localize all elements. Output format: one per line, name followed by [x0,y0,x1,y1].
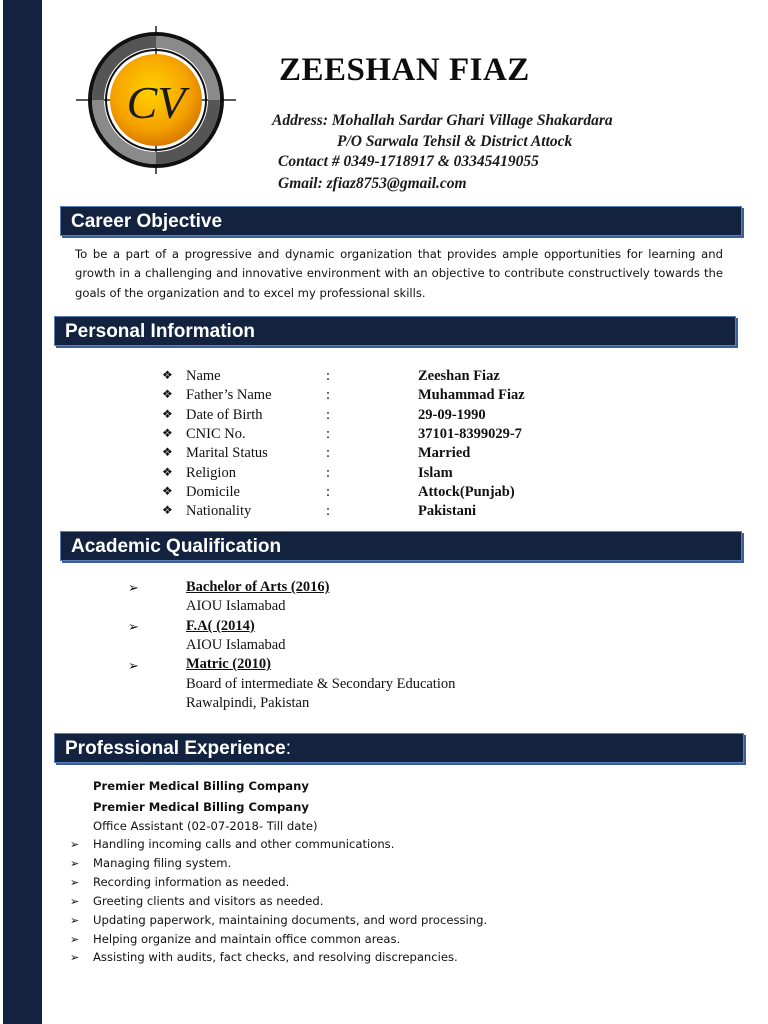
professional-experience-title: Professional Experience [65,738,286,759]
info-value: Married [418,445,471,462]
qualification-institute: AIOU Islamabad [186,637,286,653]
duty-item: Assisting with audits, fact checks, and resolving discrepancies. [93,950,458,965]
duty-arrow-icon: ➢ [70,914,80,927]
duty-arrow-icon: ➢ [70,933,80,946]
diamond-bullet-icon: ❖ [162,425,173,440]
candidate-name: ZEESHAN FIAZ [279,52,530,88]
job-position: Office Assistant (02-07-2018- Till date) [93,819,318,833]
duty-arrow-icon: ➢ [70,839,80,851]
duty-item: Handling incoming calls and other communications. [93,837,395,851]
personal-info-row [162,426,582,445]
personal-information-heading: Personal Information [54,316,736,346]
info-label: Date of Birth [186,406,263,423]
professional-experience-heading [54,733,744,763]
gmail-address: Gmail: zfiaz8753@gmail.com [278,175,467,192]
diamond-bullet-icon: ❖ [162,406,173,421]
diamond-bullet-icon: ❖ [162,445,173,460]
personal-info-row [162,465,582,484]
qualification-institute: Board of intermediate & Secondary Education [186,676,456,692]
heading-colon: : [285,738,291,759]
company-name: Premier Medical Billing Company [93,800,309,814]
personal-info-row [162,407,582,426]
duty-item: Updating paperwork, maintaining documents, and word processing. [93,912,488,927]
info-label: CNIC No. [186,425,246,442]
info-colon: : [326,387,331,404]
diamond-bullet-icon: ❖ [162,503,173,518]
info-colon: : [326,464,331,481]
personal-info-row [162,484,582,503]
info-value: 29-09-1990 [418,406,486,423]
contact-number: Contact # 0349-1718917 & 03345419055 [278,153,539,170]
info-colon: : [326,503,331,520]
info-label: Domicile [186,483,240,500]
personal-info-row [162,387,582,406]
info-label: Father’s Name [186,387,272,404]
duty-item: Helping organize and maintain office common areas. [93,931,401,946]
logo-text: CV [126,77,186,128]
duty-item: Managing filing system. [93,855,232,870]
qualification-institute: AIOU Islamabad [186,598,286,614]
info-value: Zeeshan Fiaz [418,368,500,384]
info-label: Marital Status [186,445,268,462]
diamond-bullet-icon: ❖ [162,464,173,479]
duty-arrow-icon: ➢ [70,857,80,870]
career-objective-heading: Career Objective [60,206,742,236]
qualification-title: F.A( (2014) [186,618,255,634]
duty-item: Greeting clients and visitors as needed. [93,893,324,908]
duty-arrow-icon: ➢ [70,895,80,908]
qualification-arrow-icon: ➢ [128,580,139,595]
info-colon: : [326,368,331,384]
info-colon: : [326,483,331,500]
duty-arrow-icon: ➢ [70,876,80,889]
left-sidebar-bar [3,0,42,1024]
qualification-title: Matric (2010) [186,656,271,672]
info-label: Name [186,368,221,384]
qualification-arrow-icon: ➢ [128,619,139,634]
info-colon: : [326,445,331,462]
personal-info-row [162,503,582,522]
info-value: Pakistani [418,503,477,520]
qualification-location: Rawalpindi, Pakistan [186,695,310,711]
info-value: 37101-8399029-7 [418,425,522,442]
company-name: Premier Medical Billing Company [93,779,309,793]
address-line-1: Address: Mohallah Sardar Ghari Village Shakardara [272,112,613,129]
address-line-2: P/O Sarwala Tehsil & District Attock [337,133,573,150]
personal-info-row [162,368,582,387]
info-value: Attock(Punjab) [418,483,515,500]
personal-info-row [162,445,582,464]
diamond-bullet-icon: ❖ [162,483,173,498]
academic-qualification-heading: Academic Qualification [60,531,742,561]
career-objective-text: To be a part of a progressive and dynamic organization that provides ample opportunities for learning and growth in a challenging and innovative environment with an objective to contribute constructively towards the goals of the organization and to excel my professional skills. [75,247,723,300]
info-colon: : [326,425,331,442]
info-colon: : [326,406,331,423]
info-label: Religion [186,464,236,481]
diamond-bullet-icon: ❖ [162,387,173,402]
info-label: Nationality [186,503,252,520]
qualification-title: Bachelor of Arts (2016) [186,579,330,595]
info-value: Muhammad Fiaz [418,387,525,404]
qualification-arrow-icon: ➢ [128,658,139,673]
diamond-bullet-icon: ❖ [162,368,173,382]
cv-logo [74,24,238,176]
duty-item: Recording information as needed. [93,874,290,889]
duty-arrow-icon: ➢ [70,952,80,965]
info-value: Islam [418,464,453,481]
